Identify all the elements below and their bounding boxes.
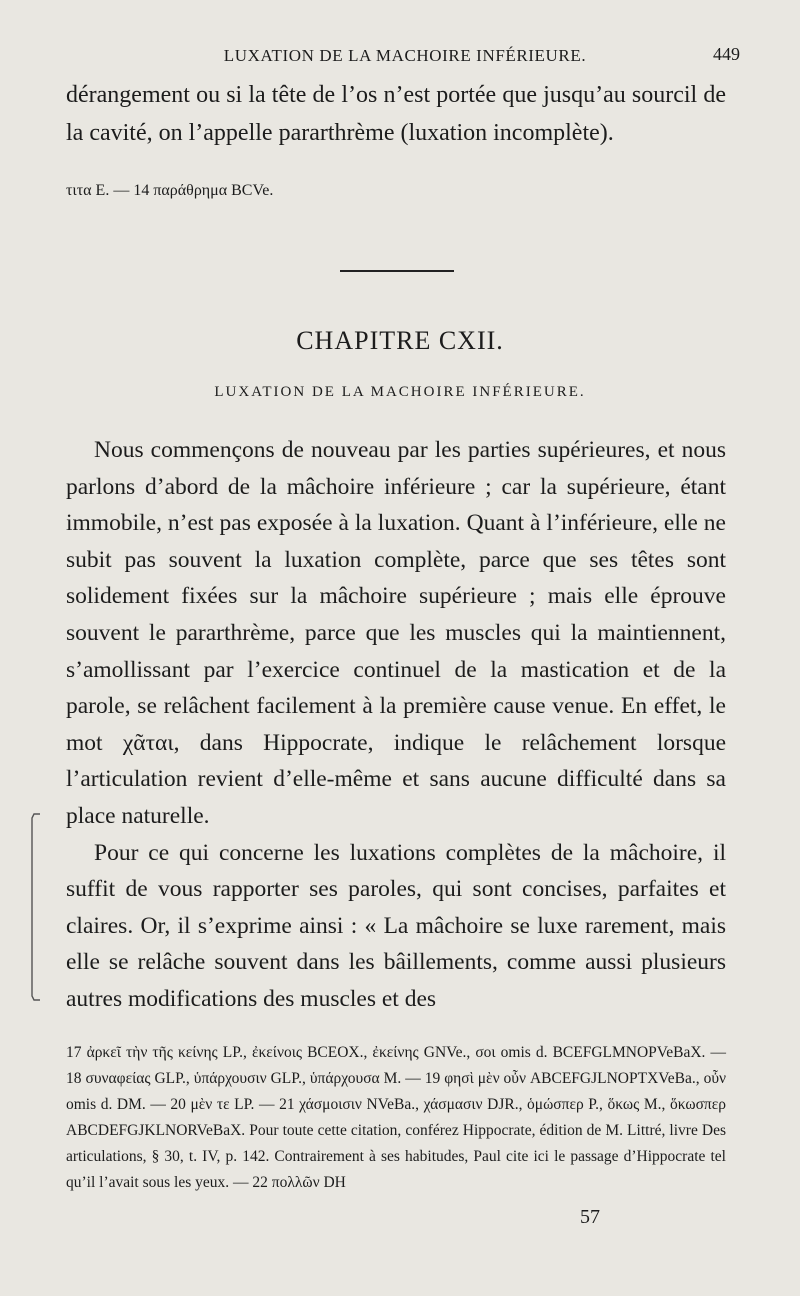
signature-mark: 57 (580, 1206, 600, 1228)
footnote-text: 17 ἀρκεῖ τὴν τῆς κείνης LP., ἐκείνοις BCEOX., ἐκείνης GNVe., σοι omis d. BCEFGLMNOPVeBaX. — 18 συναφείας GLP., ὑπάρχουσιν GLP., ὑπάρχουσα M. — 19 φησὶ μὲν οὖν ABCEFGJLNOPTXVeBa., οὖν omis d. DM. — 20 μὲν τε LP. — 21 χάσμοισιν NVeBa., χάσμασιν DJR., ὁμώσπερ P., ὅκως M., ὅκωσπερ ABCDEFGJKLNORVeBaX. Pour toute cette citation, conférez Hippocrate, édition de M. Littré, livre Des articulations, § 30, t. IV, p. 142. Contrairement à ses habitudes, Paul cite ici le passage d’Hippocrate tel qu’il l’avait sous les yeux. — 22 πολλῶν DH (66, 1044, 726, 1191)
section-divider (340, 270, 454, 272)
body-paragraph-1: Nous commençons de nouveau par les parties supérieures, et nous parlons d’abord de la mâchoire inférieure ; car la supérieure, étant immobile, n’est pas exposée à la luxation. Quant à l’inférieure, elle ne subit pas souvent la luxation complète, parce que ses têtes sont solidement fixées sur la mâchoire supérieure ; mais elle éprouve souvent le pararthrème, parce que les muscles qui la maintiennent, s’amollissant par l’exercice continuel de la mastication et de la parole, se relâchent facilement à la première cause venue. En effet, le mot χᾶται, dans Hippocrate, indique le relâchement lorsque l’articulation revient d’elle-même et sans aucune difficulté dans sa place naturelle. (66, 437, 726, 829)
chapter-subtitle: LUXATION DE LA MACHOIRE INFÉRIEURE. (214, 384, 586, 400)
continuation-paragraph: dérangement ou si la tête de l’os n’est portée que jusqu’au sourcil de la cavité, on l’appelle pararthrème (luxation incomplète). (66, 82, 726, 146)
body-paragraph-2: Pour ce qui concerne les luxations complètes de la mâchoire, il suffit de vous rapporter ses paroles, qui sont concises, parfaites et claires. Or, il s’exprime ainsi : « La mâchoire se luxe rarement, mais elle se relâche souvent dans les bâillements, comme aussi plusieurs autres modifications des muscles et des (66, 839, 726, 1012)
margin-bracket-mark (30, 812, 42, 1002)
footnotes (66, 1040, 726, 1196)
chapter-title: CHAPITRE CXII. (296, 326, 504, 355)
previous-page-footnote: τιτα E. — 14 παράθρημα BCVe. (66, 182, 274, 199)
continuation-text (66, 76, 726, 152)
chapter-body (66, 432, 726, 1018)
page-number: 449 (713, 44, 740, 64)
running-head: LUXATION DE LA MACHOIRE INFÉRIEURE. (223, 46, 587, 65)
